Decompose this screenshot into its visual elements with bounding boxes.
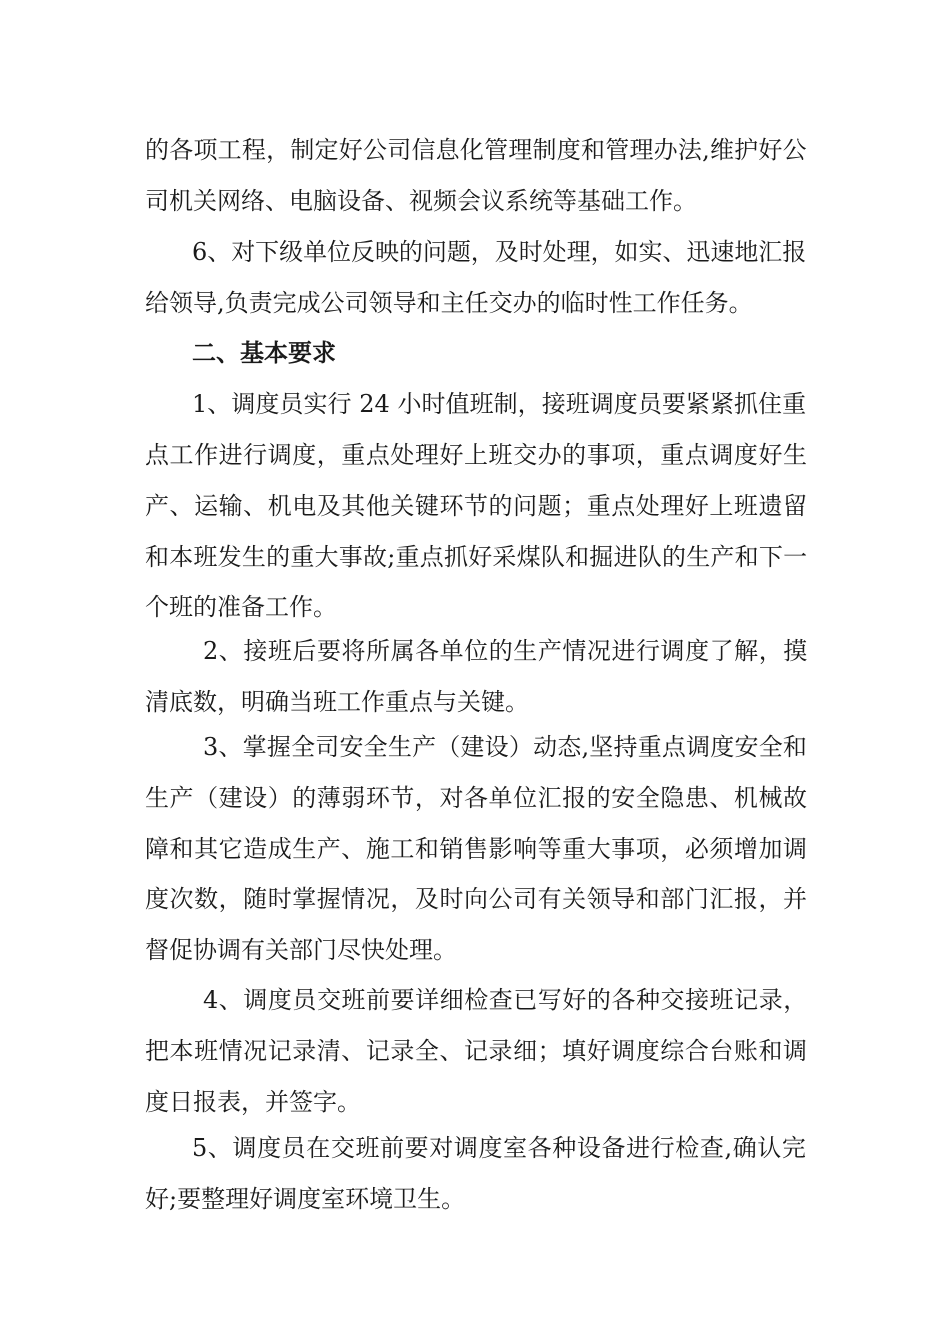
text-line-6: 1、调度员实行 24 小时值班制，接班调度员要紧紧抓住重 (192, 390, 807, 418)
text-line-20: 度日报表，并签字。 (145, 1088, 361, 1116)
text-line-18: 4、调度员交班前要详细检查已写好的各种交接班记录， (203, 986, 808, 1014)
text-line-11: 2、接班后要将所属各单位的生产情况进行调度了解，摸 (203, 637, 808, 665)
text-line-22: 好;要整理好调度室环境卫生。 (145, 1185, 466, 1213)
text-line-10: 个班的准备工作。 (145, 593, 337, 621)
text-line-4: 给领导,负责完成公司领导和主任交办的临时性工作任务。 (145, 289, 753, 317)
text-line-7: 点工作进行调度，重点处理好上班交办的事项，重点调度好生 (145, 441, 808, 469)
text-line-12: 清底数，明确当班工作重点与关键。 (145, 688, 529, 716)
text-line-1: 的各项工程，制定好公司信息化管理制度和管理办法,维护好公 (145, 136, 807, 164)
text-line-17: 督促协调有关部门尽快处理。 (145, 936, 457, 964)
text-line-16: 度次数，随时掌握情况，及时向公司有关领导和部门汇报，并 (145, 885, 808, 913)
text-line-8: 产、运输、机电及其他关键环节的问题；重点处理好上班遗留 (145, 492, 808, 520)
text-line-9: 和本班发生的重大事故;重点抓好采煤队和掘进队的生产和下一 (145, 543, 808, 571)
text-line-3: 6、对下级单位反映的问题，及时处理，如实、迅速地汇报 (192, 238, 807, 266)
text-line-14: 生产（建设）的薄弱环节，对各单位汇报的安全隐患、机械故 (145, 784, 808, 812)
text-line-21: 5、调度员在交班前要对调度室各种设备进行检查,确认完 (192, 1134, 807, 1162)
text-line-13: 3、掌握全司安全生产（建设）动态,坚持重点调度安全和 (203, 733, 808, 761)
text-line-19: 把本班情况记录清、记录全、记录细；填好调度综合台账和调 (145, 1037, 808, 1065)
text-line-2: 司机关网络、电脑设备、视频会议系统等基础工作。 (145, 187, 697, 215)
text-line-15: 障和其它造成生产、施工和销售影响等重大事项，必须增加调 (145, 835, 808, 863)
section-heading: 二、基本要求 (192, 338, 336, 367)
